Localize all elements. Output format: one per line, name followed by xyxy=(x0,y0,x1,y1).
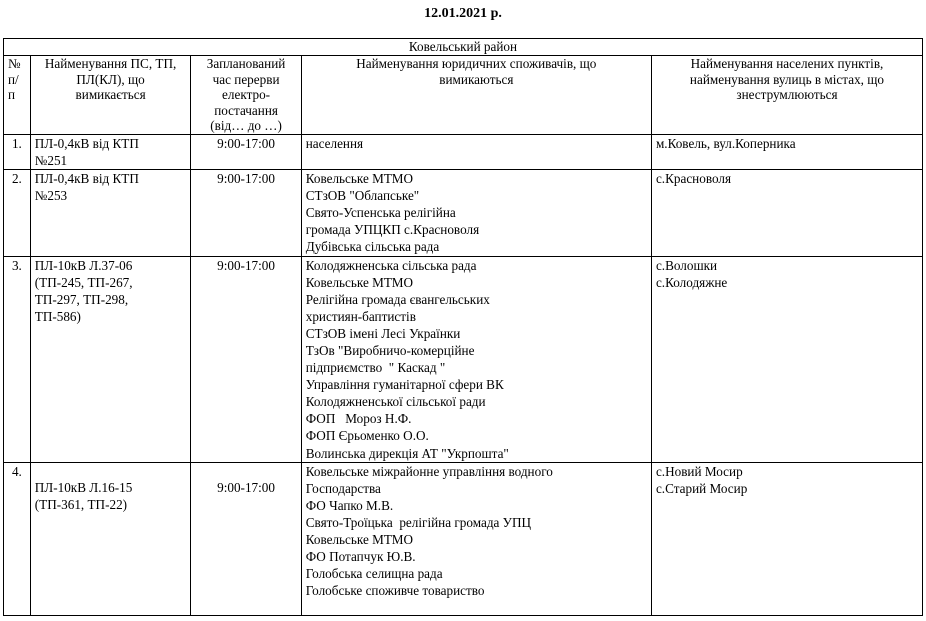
consumer-item: Голобське споживче товариство xyxy=(305,583,485,599)
consumer-item: ФОП Мороз Н.Ф. xyxy=(305,411,412,427)
table-row xyxy=(4,462,923,615)
header-settlements-line: найменування вулиць в містах, що xyxy=(689,71,885,87)
column-header-row xyxy=(4,56,923,135)
row-object xyxy=(30,134,191,169)
header-consumers-line: Найменування юридичних споживачів, що xyxy=(356,56,597,71)
row-number: 4. xyxy=(4,462,31,615)
consumer-item: СТзОВ імені Лесі Українки xyxy=(305,325,461,341)
header-object-line: ПЛ(КЛ), що xyxy=(76,71,145,87)
row-time: 9:00-17:00 xyxy=(191,462,301,615)
consumer-item: Ковельське міжрайонне управління водного xyxy=(305,463,553,479)
consumer-item: Управління гуманітарної сфери ВК xyxy=(305,377,504,393)
table-row xyxy=(4,256,923,462)
row-time: 9:00-17:00 xyxy=(191,169,301,256)
row-number: 2. xyxy=(4,169,31,256)
object-line: (ТП-245, ТП-267, xyxy=(34,274,133,290)
header-consumers-line: вимикаються xyxy=(439,71,514,87)
consumer-item: населення xyxy=(305,135,364,151)
table-row xyxy=(4,134,923,169)
consumer-item: ФО Потапчук Ю.В. xyxy=(305,549,416,565)
consumer-item: ФОП Єрьоменко О.О. xyxy=(305,428,429,444)
consumer-item: Голобська селищна рада xyxy=(305,566,443,582)
header-object xyxy=(30,56,191,135)
header-time-line: постачання xyxy=(214,102,278,118)
row-settlements xyxy=(651,256,922,462)
document-date: 12.01.2021 р. xyxy=(424,6,502,21)
header-num xyxy=(4,56,31,135)
consumer-item: Господарства xyxy=(305,480,381,496)
row-consumers xyxy=(301,169,651,256)
object-line: ТП-297, ТП-298, xyxy=(34,291,129,307)
table-row xyxy=(4,169,923,256)
object-line: (ТП-361, ТП-22) xyxy=(34,496,128,512)
header-consumers xyxy=(301,56,651,135)
consumer-item: Дубівська сільська рада xyxy=(305,238,440,254)
settlement-item: с.Новий Мосир xyxy=(655,463,743,479)
header-time xyxy=(191,56,301,135)
object-line: ПЛ-10кВ Л.16-15 xyxy=(34,479,133,495)
consumer-item: Волинська дирекція АТ "Укрпошта" xyxy=(305,445,509,461)
header-time-line: час перерви xyxy=(212,71,280,87)
row-object xyxy=(30,169,191,256)
header-num-line: № xyxy=(8,56,21,71)
consumer-item: ТзОв "Виробничо-комерційне xyxy=(305,342,475,358)
object-line: ТП-586) xyxy=(34,308,81,324)
object-line: ПЛ-0,4кВ від КТП xyxy=(34,170,139,186)
settlement-item: с.Волошки xyxy=(655,257,718,273)
row-object xyxy=(30,462,191,615)
settlement-item: с.Старий Мосир xyxy=(655,480,748,496)
row-consumers xyxy=(301,462,651,615)
region-header-row xyxy=(4,39,923,56)
object-line: ПЛ-0,4кВ від КТП xyxy=(34,135,139,151)
consumer-item: Свято-Успенська релігійна xyxy=(305,204,456,220)
header-settlements-line: знеструмлюються xyxy=(736,87,838,102)
consumer-item: Ковельське МТМО xyxy=(305,274,414,290)
row-settlements xyxy=(651,169,922,256)
outage-schedule-table xyxy=(3,38,923,616)
consumer-item: Ковельське МТМО xyxy=(305,532,414,547)
row-number: 1. xyxy=(4,134,31,169)
settlement-item: с.Колодяжне xyxy=(655,274,728,290)
row-settlements xyxy=(651,462,922,615)
header-time-line: (від… до …) xyxy=(210,118,282,133)
consumer-item: Свято-Троїцька релігійна громада УПЦ xyxy=(305,514,532,530)
header-time-line: Запланований xyxy=(206,56,286,71)
settlement-item: с.Красноволя xyxy=(655,170,732,186)
row-object xyxy=(30,256,191,462)
object-line: №251 xyxy=(34,152,68,168)
object-line: №253 xyxy=(34,187,68,203)
header-object-line: вимикається xyxy=(75,87,146,102)
settlement-item: м.Ковель, вул.Коперника xyxy=(655,135,796,151)
region-title: Ковельський район xyxy=(4,39,923,56)
consumer-item: громада УПЦКП с.Красноволя xyxy=(305,221,480,237)
row-settlements xyxy=(651,134,922,169)
header-object-line: Найменування ПС, ТП, xyxy=(44,56,177,71)
row-consumers xyxy=(301,134,651,169)
header-time-line: електро- xyxy=(222,87,271,102)
consumer-item: підприємство " Каскад " xyxy=(305,360,446,376)
consumer-item: Колодяжненської сільської ради xyxy=(305,394,486,410)
header-num-line: п xyxy=(8,87,16,102)
header-settlements xyxy=(651,56,922,135)
consumer-item: СТзОВ "Облапське" xyxy=(305,187,420,203)
row-number: 3. xyxy=(4,256,31,462)
consumer-item: Колодяжненська сільська рада xyxy=(305,257,477,273)
row-consumers xyxy=(301,256,651,462)
header-num-line: п/ xyxy=(8,71,19,87)
header-settlements-line: Найменування населених пунктів, xyxy=(690,56,884,71)
consumer-item: Релігійна громада євангельських xyxy=(305,291,490,307)
consumer-item: християн-баптистів xyxy=(305,308,416,324)
consumer-item: Ковельське МТМО xyxy=(305,170,414,186)
row-time: 9:00-17:00 xyxy=(191,256,301,462)
consumer-item: ФО Чапко М.В. xyxy=(305,497,394,513)
object-line: ПЛ-10кВ Л.37-06 xyxy=(34,257,133,273)
row-time: 9:00-17:00 xyxy=(191,134,301,169)
